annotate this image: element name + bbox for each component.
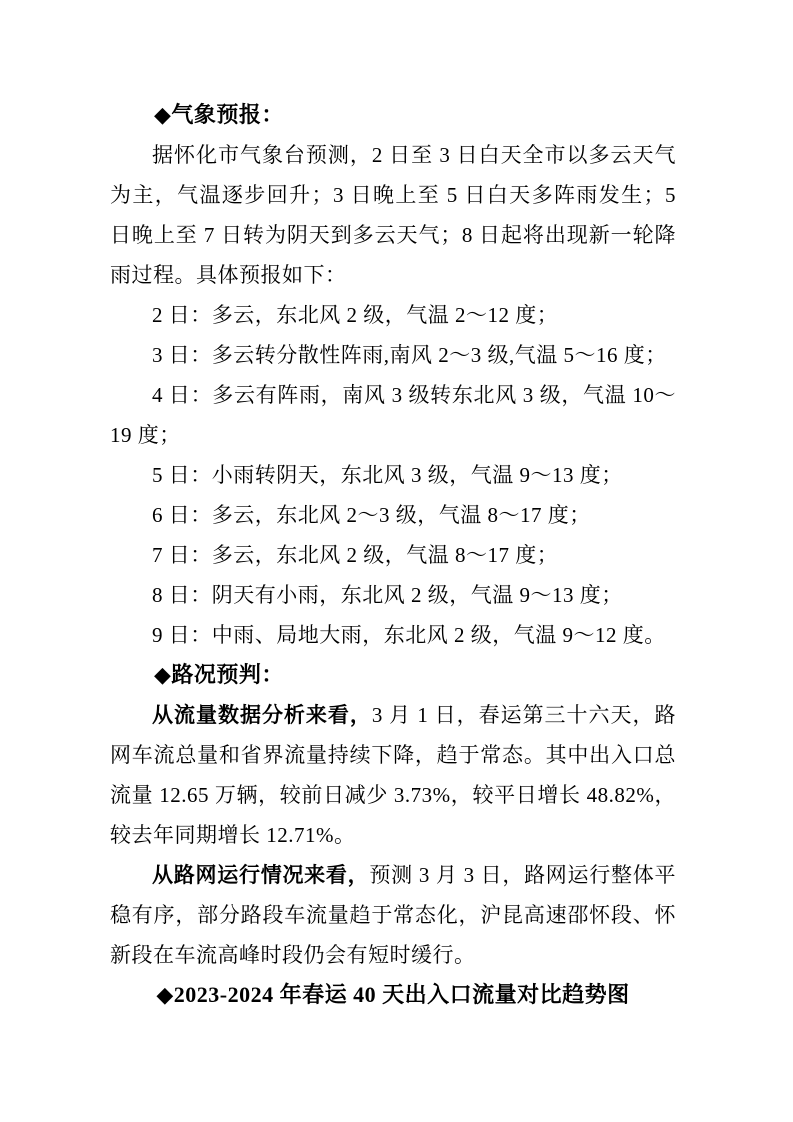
forecast-line-day5: 5 日：小雨转阴天，东北风 3 级，气温 9～13 度； — [152, 463, 623, 487]
network-operation-text: 预测 3 月 3 日，路网运行整体平稳有序，部分路段车流量趋于常态化，沪昆高速邵怀段、怀新段在车流高峰时段仍会有短时缓行。 — [110, 863, 677, 967]
weather-forecast-heading: ◆气象预报： — [154, 102, 284, 127]
forecast-line-day2: 2 日：多云，东北风 2 级，气温 2～12 度； — [152, 303, 559, 327]
flow-analysis-paragraph — [110, 695, 676, 855]
forecast-line-day4: 4 日：多云有阵雨，南风 3 级转东北风 3 级，气温 10～19 度； — [110, 383, 676, 447]
forecast-line-day9: 9 日：中雨、局地大雨，东北风 2 级，气温 9～12 度。 — [152, 623, 666, 647]
forecast-line-day7: 7 日：多云，东北风 2 级，气温 8～17 度； — [152, 543, 559, 567]
flow-analysis-lead: 从流量数据分析来看， — [152, 703, 372, 727]
network-operation-paragraph — [110, 855, 676, 975]
forecast-line-day3: 3 日：多云转分散性阵雨,南风 2～3 级,气温 5～16 度； — [152, 343, 667, 367]
chart-section-title: ◆2023-2024 年春运 40 天出入口流量对比趋势图 — [156, 982, 630, 1007]
network-operation-lead: 从路网运行情况来看， — [152, 863, 370, 887]
road-condition-heading: ◆路况预判： — [154, 662, 284, 687]
weather-intro-paragraph: 据怀化市气象台预测，2 日至 3 日白天全市以多云天气为主，气温逐步回升；3 日晚上至 5 日白天多阵雨发生；5 日晚上至 7 日转为阴天到多云天气；8 日起将出现新一轮降雨过程。具体预报如下： — [110, 143, 676, 287]
document-content — [110, 95, 676, 1015]
forecast-line-day8: 8 日：阴天有小雨，东北风 2 级，气温 9～13 度； — [152, 583, 623, 607]
forecast-line-day6: 6 日：多云，东北风 2～3 级，气温 8～17 度； — [152, 503, 591, 527]
flow-analysis-text: 3 月 1 日，春运第三十六天，路网车流总量和省界流量持续下降，趋于常态。其中出入口总流量 12.65 万辆，较前日减少 3.73%，较平日增长 48.82%，较去年同期增长 12.71%。 — [110, 703, 677, 847]
